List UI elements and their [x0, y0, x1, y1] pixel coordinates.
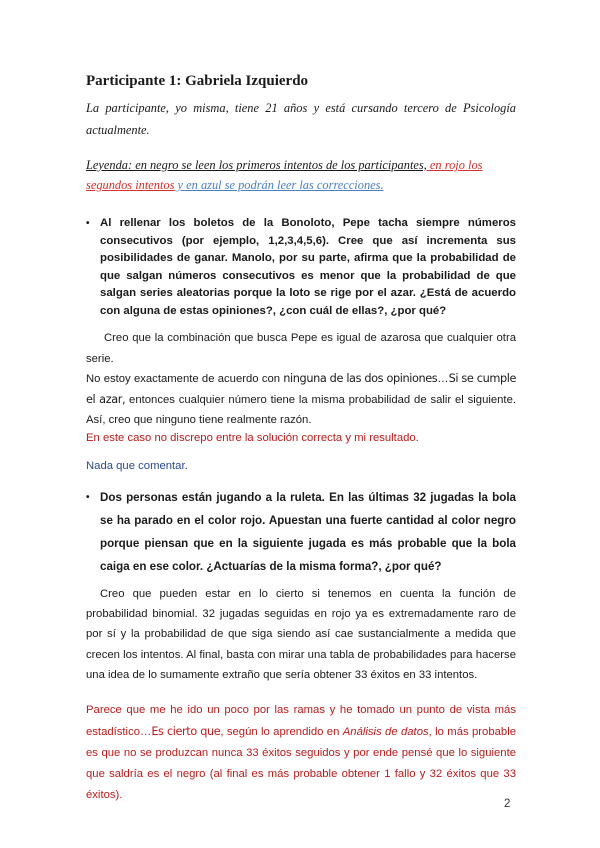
legend-red-text: en rojo los segundos intentos: [86, 158, 483, 192]
answer-2-second-b: Es cierto que: [151, 725, 221, 738]
question-2: [86, 486, 516, 578]
answer-1-correction-text: Nada que comentar: [86, 460, 185, 472]
answer-1-correction-end: .: [184, 460, 188, 472]
participant-intro: La participante, yo misma, tiene 21 años y está cursando tercero de Psicología actualmente.: [86, 101, 516, 137]
answer-2-second-c: , según lo aprendido en: [220, 726, 343, 738]
answer-2-second-d: Análisis de datos: [342, 726, 429, 738]
answer-1-part-a: No estoy exactamente de acuerdo con: [86, 373, 284, 385]
answer-1-correction: [86, 456, 516, 477]
question-1: [86, 215, 516, 320]
question-2-text: Dos personas están jugando a la ruleta. En las últimas 32 jugadas la bola se ha parado en el color rojo. Apuestan una fuerte cantidad al color negro porque piensan que en la siguiente jugada es más probable que la bola caiga en ese color. ¿Actuarías de la misma forma?, ¿por qué?: [100, 491, 516, 573]
page-title: Participante 1: Gabriela Izquierdo: [86, 73, 309, 89]
legend-black-text: Leyenda: en negro se leen los primeros intentos de los participantes,: [86, 158, 427, 172]
answer-1-part-e: entonces cualquier número tiene la misma probabilidad de salir el siguiente. Así, creo que ninguno tiene realmente razón.: [86, 393, 516, 426]
answer-2-second-e: , lo más probable es que no se produzcan nunca 33 éxitos seguidos y por ende pensé que lo siguiente que saldría es el negro (al final es más probable obtener 1 fallo y 32 éxitos que 33 éxitos).: [86, 726, 516, 801]
page-number: 2: [504, 798, 511, 810]
bullet-icon: •: [86, 492, 90, 503]
answer-1-part-c: …: [437, 373, 449, 385]
question-1-text: Al rellenar los boletos de la Bonoloto, Pepe tacha siempre números consecutivos (por ejemplo, 1,2,3,4,5,6). Cree que así incrementa sus posibilidades de ganar. Manolo, por su parte, afirma que la probabilidad de que salgan números consecutivos es menor que la probabilidad de que salgan series aleatorias porque la loto se rige por el azar. ¿Está de acuerdo con alguna de estas opiniones?, ¿con cuál de ellas?, ¿por qué?: [100, 217, 516, 317]
answer-1-body: [86, 369, 516, 431]
answer-1-first-attempt: [86, 328, 516, 431]
bullet-icon: •: [86, 218, 90, 229]
answer-2-first-attempt: Creo que pueden estar en lo cierto si tenemos en cuenta la función de probabilidad binomial. 32 jugadas seguidas en rojo ya es extremadamente raro de por sí y la probabilidad de que siga siendo así cae sustancialmente a medida que crecen los intentos. Al final, basta con mirar una tabla de probabilidades para hacerse una idea de lo sumamente extraño que sería obtener 33 éxitos en 33 intentos.: [86, 588, 516, 681]
answer-1-line-1: Creo que la combinación que busca Pepe es igual de azarosa que cualquier otra serie.: [86, 332, 516, 365]
legend-blue-text: y en azul se podrán leer las correcciones.: [174, 178, 384, 192]
answer-1-part-b: ninguna de las dos opiniones: [283, 372, 438, 385]
answer-1-second-attempt: En este caso no discrepo entre la solución correcta y mi resultado.: [86, 432, 419, 444]
answer-2-second-a: Parece que me he ido un poco por las ramas y he tomado un punto de vista más estadístico…: [86, 704, 516, 738]
legend: [86, 155, 516, 195]
answer-1-part-d: Si se cumple el azar,: [86, 372, 517, 406]
answer-2-second-attempt: [86, 700, 516, 806]
